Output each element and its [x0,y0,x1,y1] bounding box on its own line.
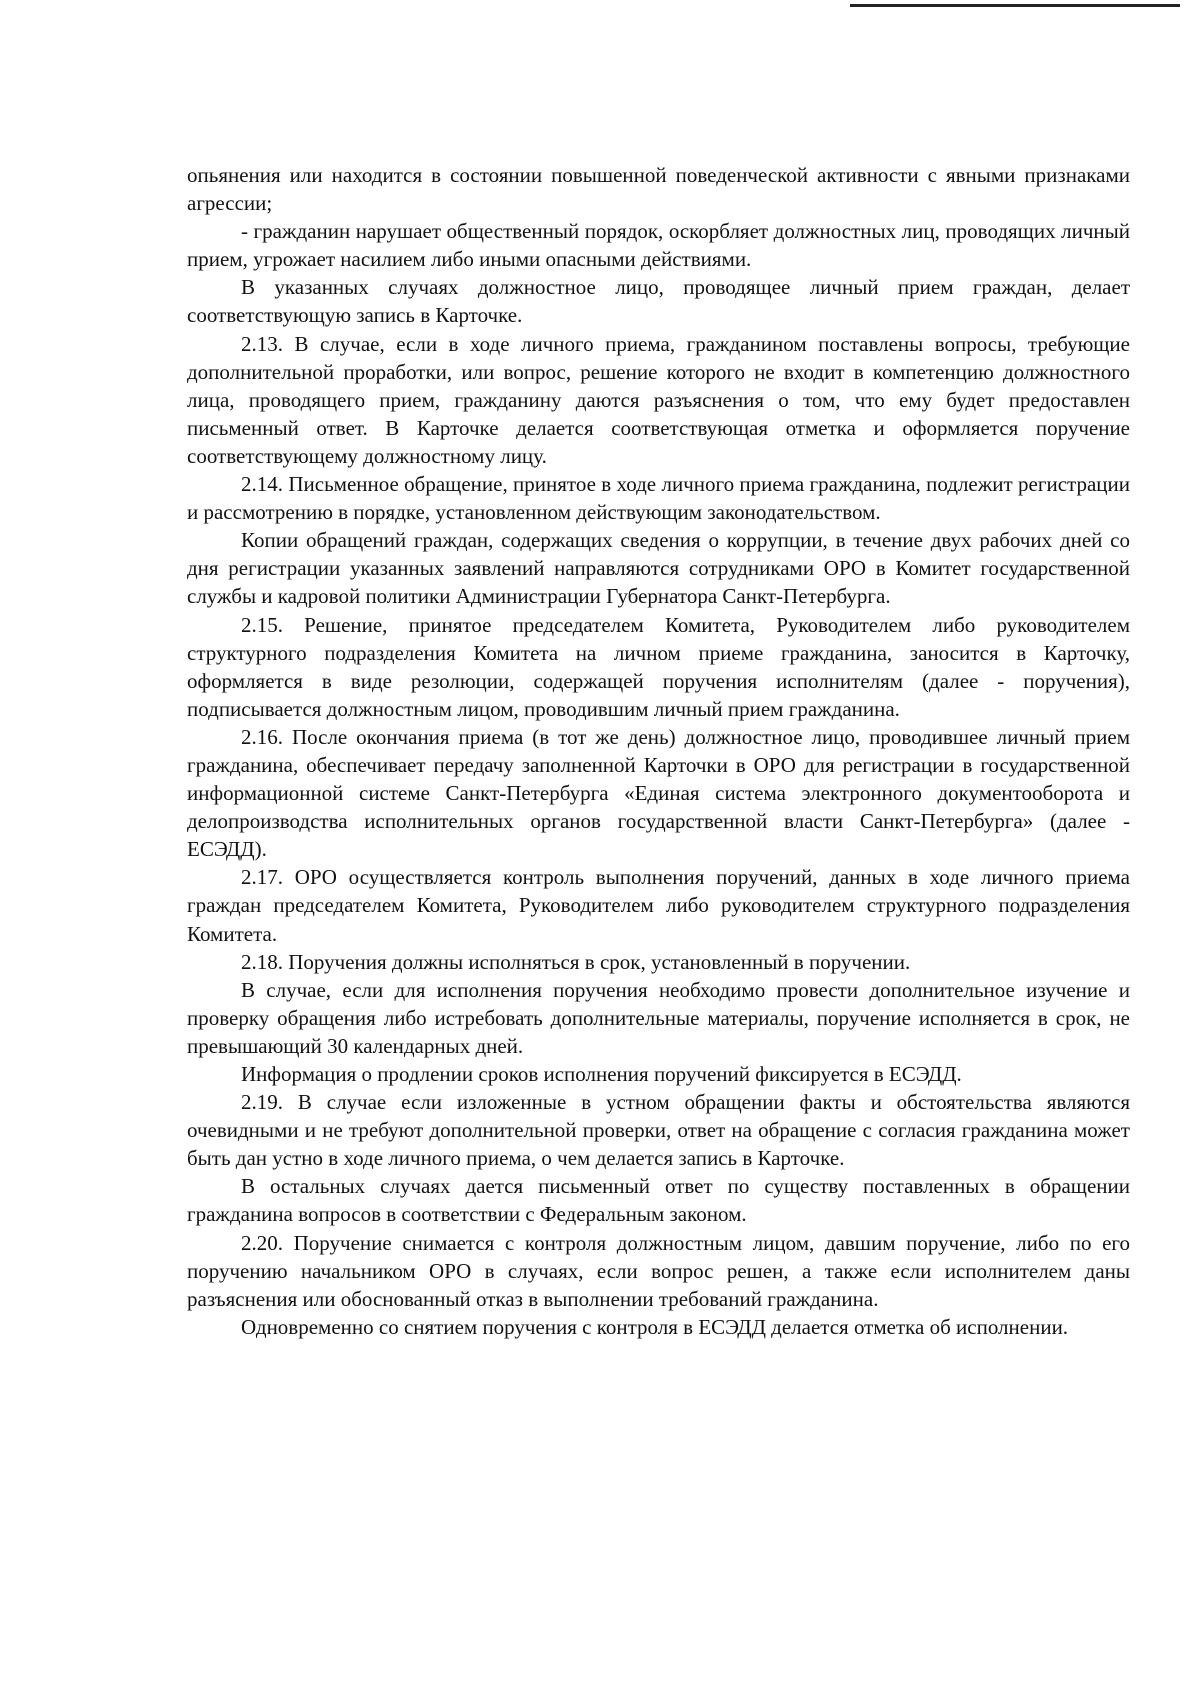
paragraph-corruption-copies: Копии обращений граждан, содержащих сведения о коррупции, в течение двух рабочих дней со дня регистрации указанных заявлений направляются сотрудниками ОРО в Комитет государственной службы и кадровой политики Администрации Губернатора Санкт-Петербурга. [187,528,1130,609]
paragraph-intoxication-continuation: опьянения или находится в состоянии повышенной поведенческой активности с явными признаками агрессии; [187,163,1130,216]
paragraph-2-18: 2.18. Поручения должны исполняться в срок, установленный в поручении. [241,949,911,974]
paragraph-2-15: 2.15. Решение, принятое председателем Комитета, Руководителем либо руководителем структурного подразделения Комитета на личном приеме гражданина, заносится в Карточку, оформляется в виде резолюции, содержащей поручения исполнителям (далее - поручения), подписывается должностным лицом, проводившим личный прием гражданина. [187,612,1130,721]
paragraph-public-order: - гражданин нарушает общественный порядок, оскорбляет должностных лиц, проводящих личный прием, угрожает насилием либо иными опасными действиями. [187,219,1130,272]
paragraph-card-record: В указанных случаях должностное лицо, проводящее личный прием граждан, делает соответствующую запись в Карточке. [187,275,1130,328]
paragraph-additional-study: В случае, если для исполнения поручения необходимо провести дополнительное изучение и проверку обращения либо истребовать дополнительные материалы, поручение исполняется в срок, не превышающий 30 календарных дней. [187,977,1130,1058]
paragraph-2-14: 2.14. Письменное обращение, принятое в ходе личного приема гражданина, подлежит регистрации и рассмотрению в порядке, установленном действующим законодательством. [187,472,1130,525]
paragraph-extension-info: Информация о продлении сроков исполнения поручений фиксируется в ЕСЭДД. [241,1062,962,1086]
paragraph-written-answer: В остальных случаях дается письменный ответ по существу поставленных в обращении гражданина вопросов в соответствии с Федеральным законом. [187,1174,1130,1227]
paragraph-2-13: 2.13. В случае, если в ходе личного приема, гражданином поставлены вопросы, требующие дополнительной проработки, или вопрос, решение которого не входит в компетенцию должностного лица, проводящего прием, гражданину даются разъяснения о том, что ему будет предоставлен письменный ответ. В Карточке делается соответствующая отметка и оформляется поручение соответствующему должностному лицу. [187,331,1130,468]
paragraph-execution-mark: Одновременно со снятием поручения с контроля в ЕСЭДД делается отметка об исполнении. [241,1314,1069,1339]
paragraph-2-16: 2.16. После окончания приема (в тот же день) должностное лицо, проводившее личный прием гражданина, обеспечивает передачу заполненной Карточки в ОРО для регистрации в государственной информационной системе Санкт-Петербурга «Единая система электронного документооборота и делопроизводства исполнительных органов государственной власти Санкт-Петербурга» (далее - ЕСЭДД). [187,724,1130,862]
paragraph-2-17: 2.17. ОРО осуществляется контроль выполнения поручений, данных в ходе личного приема граждан председателем Комитета, Руководителем либо руководителем структурного подразделения Комитета. [187,865,1130,946]
top-rule [850,4,1180,7]
document-body [187,161,1130,1341]
paragraph-2-19: 2.19. В случае если изложенные в устном обращении факты и обстоятельства являются очевидными и не требуют дополнительной проверки, ответ на обращение с согласия гражданина может быть дан устно в ходе личного приема, о чем делается запись в Карточке. [187,1090,1130,1171]
paragraph-2-20: 2.20. Поручение снимается с контроля должностным лицом, давшим поручение, либо по его поручению начальником ОРО в случаях, если вопрос решен, а также если исполнителем даны разъяснения или обоснованный отказ в выполнении требований гражданина. [187,1230,1130,1311]
